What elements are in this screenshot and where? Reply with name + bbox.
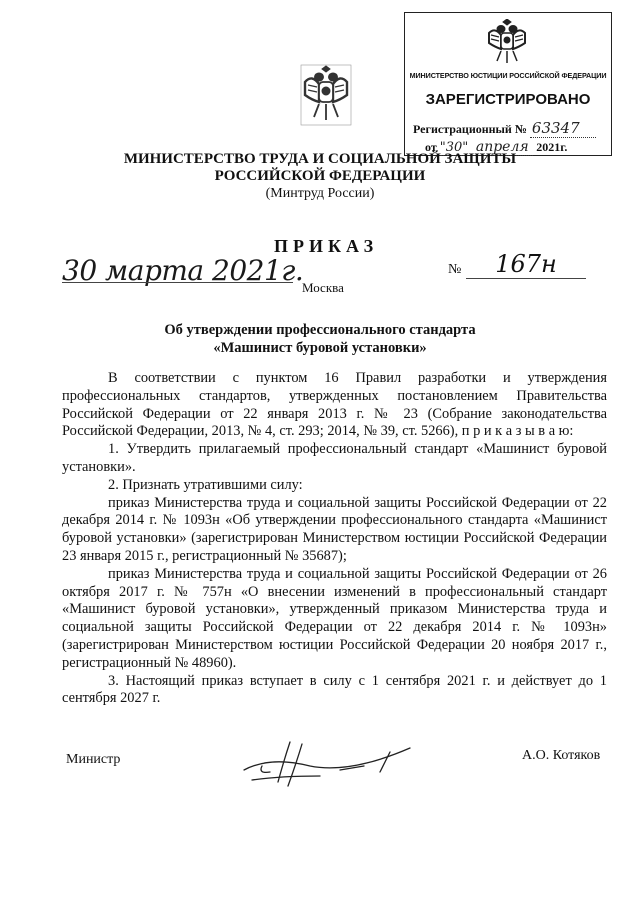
- signer-role: Министр: [66, 752, 121, 767]
- order-title: ПРИКАЗ: [274, 236, 379, 256]
- small-coat-of-arms-icon: [485, 19, 529, 65]
- order-city: Москва: [302, 280, 344, 295]
- document-body: [62, 370, 607, 708]
- paragraph-item-2: 2. Признать утратившими силу:: [108, 476, 303, 493]
- order-number-sign: №: [448, 262, 462, 277]
- stamp-registered-title: ЗАРЕГИСТРИРОВАНО: [425, 91, 591, 108]
- stamp-ministry-name: МИНИСТЕРСТВО ЮСТИЦИИ РОССИЙСКОЙ ФЕДЕРАЦИИ: [409, 71, 607, 80]
- signer-name: А.О. Котяков: [522, 748, 601, 763]
- order-number-handwritten: 167н: [466, 250, 586, 279]
- document-title-line-1: Об утверждении профессионального стандарта: [164, 322, 476, 338]
- paragraph-repealed-order-1: приказ Министерства труда и социальной защиты Российской Федерации от 22 декабря 2014 г. № 1093н «Об утверждении профессионального стандарта «Машинист буровой установки» (зарегистрирован Министерством юстиции Российской Федерации 23 января 2015 г., регистрационный № 35687);: [62, 494, 607, 564]
- stamp-reg-label: Регистрационный №: [413, 122, 527, 136]
- order-date-text: 30 марта 2021г.: [62, 254, 304, 287]
- stamp-date-month: апреля: [471, 139, 533, 156]
- paragraph-item-1: 1. Утвердить прилагаемый профессиональный стандарт «Машинист буровой установки».: [62, 441, 607, 475]
- stamp-reg-number: 63347: [530, 119, 596, 138]
- paragraph-repealed-order-2: приказ Министерства труда и социальной защиты Российской Федерации от 26 октября 2017 г. № 757н «О внесении изменений в профессиональный стандарт «Машинист буровой установки», утвержденный приказом Министерства труда и социальной защиты Российской Федерации от 22 декабря 2014 г. № 1093н» (зарегистрирован Министерством юстиции Российской Федерации 20 ноября 2017 г., регистрационный № 48960).: [62, 565, 607, 671]
- paragraph-preamble: В соответствии с пунктом 16 Правил разработки и утверждения профессиональных стандартов, утвержденных постановлением Правительства Российской Федерации от 22 января 2013 г. № 23 (Собрание законодательства Российской Федерации, 2013, № 4, ст. 293; 2014, № 39, ст. 5266), п р и к а з ы в а ю:: [62, 370, 607, 440]
- stamp-date-day: "30": [439, 140, 469, 155]
- registration-stamp: [404, 12, 612, 156]
- ministry-name-line-2: РОССИЙСКОЙ ФЕДЕРАЦИИ: [214, 168, 426, 184]
- ministry-name-line-1: МИНИСТЕРСТВО ТРУДА И СОЦИАЛЬНОЙ ЗАЩИТЫ: [123, 151, 517, 167]
- stamp-date-year: 2021г.: [536, 140, 568, 154]
- order-date-handwritten: [62, 254, 303, 287]
- stamp-date-prefix: от: [425, 140, 437, 154]
- coat-of-arms-icon: [300, 64, 352, 126]
- document-title-line-2: «Машинист буровой установки»: [213, 340, 427, 356]
- paragraph-item-3: 3. Настоящий приказ вступает в силу с 1 сентября 2021 г. и действует до 1 сентября 2027 г.: [62, 672, 607, 707]
- handwritten-signature: [240, 730, 420, 790]
- ministry-short-name: (Минтруд России): [265, 186, 375, 201]
- stamp-registration-number-line: [413, 119, 596, 138]
